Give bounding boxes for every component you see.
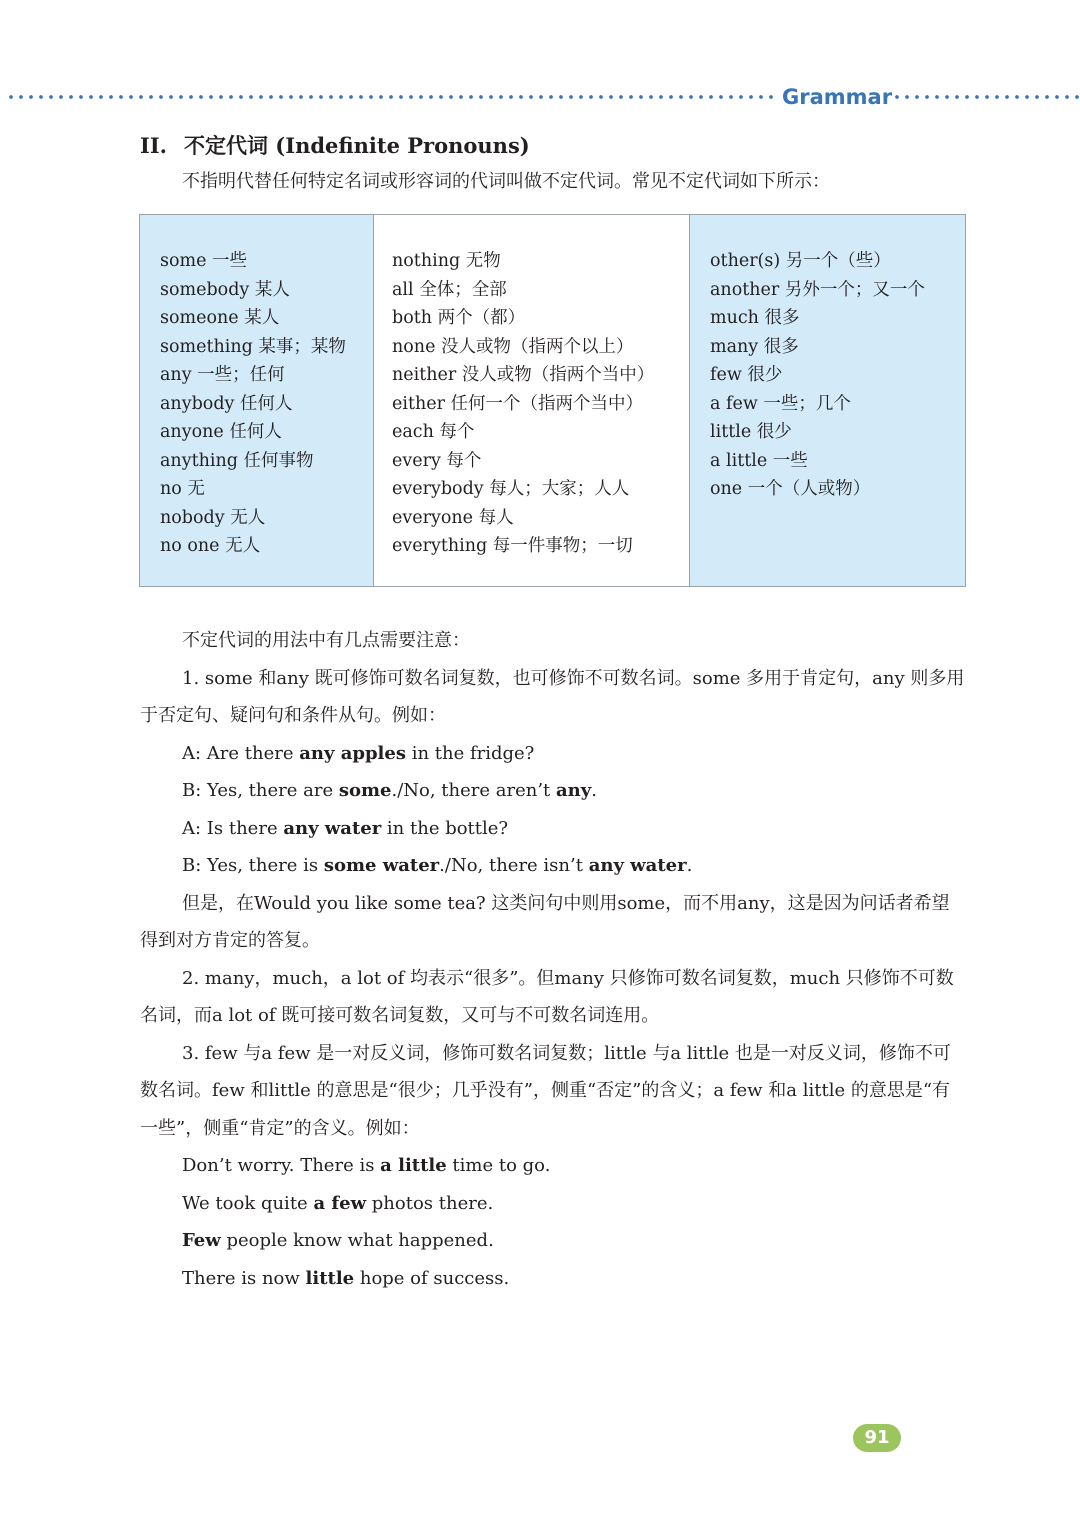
example-sentence (140, 1147, 966, 1185)
header-dotted-rule-left (6, 95, 776, 99)
example-bold: Few (182, 1230, 221, 1251)
example-text: time to go. (446, 1155, 551, 1176)
pronoun-entry: something 某事；某物 (160, 336, 346, 357)
pronoun-entry: everything 每一件事物；一切 (392, 536, 633, 556)
example-bold: any apples (299, 742, 406, 764)
pronoun-entry: all 全体；全部 (392, 279, 507, 300)
example-bold: any water (588, 855, 687, 876)
example-bold: little (305, 1267, 355, 1289)
example-bold: a little (380, 1155, 447, 1176)
page-number-badge: 91 (853, 1424, 901, 1452)
example-text: . (591, 780, 597, 801)
example-sentence (140, 847, 966, 885)
pronoun-entry: someone 某人 (160, 308, 280, 328)
pronoun-entry: many 很多 (710, 336, 799, 357)
pronoun-entry: much 很多 (710, 308, 800, 328)
pronoun-entry: both 两个（都） (392, 308, 526, 328)
example-sentence (140, 1185, 966, 1223)
pronoun-entry: nobody 无人 (160, 507, 266, 528)
header-dotted-rule-right (892, 95, 1080, 99)
pronoun-entry: nothing 无物 (392, 251, 501, 271)
pronoun-entry: either 任何一个（指两个当中） (392, 393, 644, 414)
example-text: Don’t worry. There is (182, 1155, 381, 1176)
pronoun-entry: no 无 (160, 479, 205, 499)
pronoun-entry: anything 任何事物 (160, 450, 314, 471)
example-text: There is now (182, 1267, 306, 1289)
pronoun-entry: anybody 任何人 (160, 393, 293, 414)
example-bold: some water (323, 855, 440, 876)
notes-body (140, 622, 966, 1297)
example-text: A: Is there (182, 817, 284, 839)
pronoun-column-1 (140, 215, 374, 586)
pronoun-entry: everybody 每人；大家；人人 (392, 479, 630, 499)
section-title-text: 不定代词 (Indefinite Pronouns) (184, 133, 530, 158)
section-intro: 不指明代替任何特定名词或形容词的代词叫做不定代词。常见不定代词如下所示： (182, 171, 830, 192)
pronoun-column-3 (690, 215, 965, 586)
example-sentence (140, 810, 966, 848)
example-text: A: Are there (182, 742, 300, 764)
pronoun-entry: another 另外一个；又一个 (710, 279, 925, 300)
pronoun-entry: little 很少 (710, 422, 792, 442)
pronoun-entry: anyone 任何人 (160, 422, 282, 442)
pronoun-entry: few 很少 (710, 365, 783, 385)
example-bold: some (338, 780, 392, 801)
example-text: ./No, there isn’t (439, 855, 589, 876)
example-text: people know what happened. (220, 1230, 494, 1251)
page-header (0, 84, 1080, 110)
note-paragraph-2: 2. many，much，a lot of 均表示“很多”。但many 只修饰可数名词复数，much 只修饰不可数名词，而a lot of 既可接可数名词复数，又可与不可数名词连用。 (140, 967, 954, 1026)
note-paragraph-3: 3. few 与a few 是一对反义词，修饰可数名词复数；little 与a little 也是一对反义词，修饰不可数名词。few 和little 的意思是“很少；几乎没有”，侧重“否定”的含义；a few 和a little 的意思是“有一些”，侧重“肯定”的含义。例如： (140, 1042, 951, 1139)
section-number: II. (140, 133, 167, 158)
header-title: Grammar (782, 85, 893, 109)
pronoun-entry: one 一个（人或物） (710, 479, 871, 499)
pronoun-entry: a little 一些 (710, 450, 808, 471)
pronoun-entry: any 一些；任何 (160, 365, 285, 385)
example-bold: any water (283, 817, 382, 839)
pronoun-entry: none 没人或物（指两个以上） (392, 336, 634, 357)
example-text: B: Yes, there is (182, 855, 324, 876)
example-text: . (686, 855, 693, 876)
pronoun-entry: each 每个 (392, 422, 475, 442)
example-sentence (140, 1222, 966, 1260)
pronoun-entry: somebody 某人 (160, 279, 290, 300)
example-bold: a few (313, 1192, 367, 1214)
example-text: in the fridge? (405, 742, 535, 764)
example-text: photos there. (366, 1192, 494, 1214)
example-text: in the bottle? (381, 817, 509, 839)
pronoun-entry: other(s) 另一个（些） (710, 251, 891, 271)
note-paragraph-1: 1. some 和any 既可修饰可数名词复数，也可修饰不可数名词。some 多用于肯定句，any 则多用于否定句、疑问句和条件从句。例如： (140, 667, 965, 726)
example-text: ./No, there aren’t (391, 780, 557, 801)
example-text: We took quite (182, 1192, 314, 1214)
pronoun-column-2 (374, 215, 690, 586)
pronoun-entry: some 一些 (160, 251, 248, 271)
pronoun-entry: neither 没人或物（指两个当中） (392, 365, 655, 385)
section-title (140, 130, 530, 162)
pronoun-entry: every 每个 (392, 450, 482, 471)
note-paragraph-1b: 但是，在Would you like some tea? 这类问句中则用some，而不用any，这是因为问话者希望得到对方肯定的答复。 (140, 892, 950, 951)
pronoun-table (139, 214, 966, 587)
example-text: hope of success. (354, 1267, 510, 1289)
example-sentence (140, 1260, 966, 1298)
pronoun-entry: no one 无人 (160, 536, 261, 556)
pronoun-entry: a few 一些；几个 (710, 393, 851, 414)
example-sentence (140, 772, 966, 810)
example-text: B: Yes, there are (182, 780, 339, 801)
notes-lead: 不定代词的用法中有几点需要注意： (182, 630, 470, 651)
example-sentence (140, 735, 966, 773)
pronoun-entry: everyone 每人 (392, 507, 514, 528)
example-bold: any (556, 780, 592, 801)
